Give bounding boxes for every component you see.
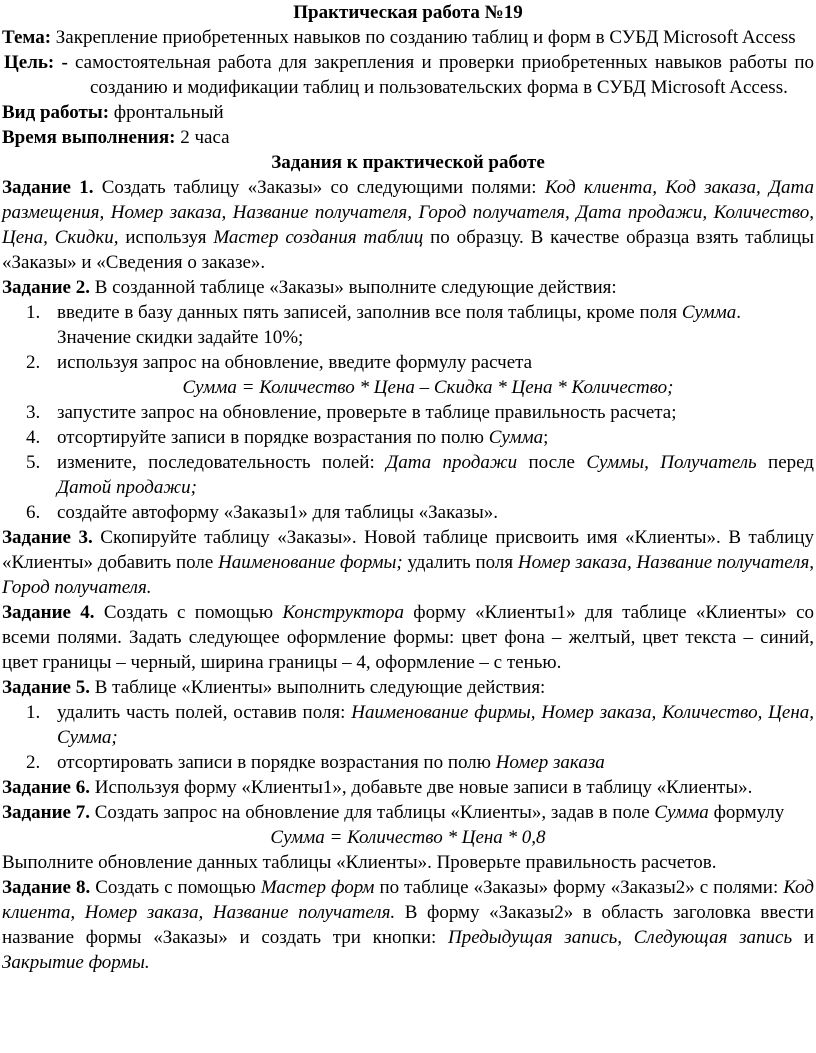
task-8-italic-3: Предыдущая запись, Следующая запись: [448, 927, 793, 948]
tasks-heading: Задания к практической работе: [271, 152, 545, 173]
task-6-text: Используя форму «Клиенты1», добавьте две новые записи в таблицу «Клиенты».: [94, 777, 753, 798]
task-4-text: Создать с помощью: [103, 602, 274, 623]
task-1-label: Задание 1.: [2, 177, 94, 198]
list-item-number: 5.: [26, 452, 41, 473]
list-item: [0, 400, 816, 425]
list-item-number: 4.: [26, 427, 41, 448]
time-line: [0, 125, 816, 150]
list-item: [0, 500, 816, 525]
task-6-label: Задание 6.: [2, 777, 90, 798]
list-item: [0, 700, 816, 750]
task-2-label: Задание 2.: [2, 277, 90, 298]
list-item-italic: Наименование фирмы, Номер заказа, Количество, Цена, Сумма;: [57, 702, 814, 748]
task-8-text-2: по таблице «Заказы» форму «Заказы2» с полями:: [379, 877, 779, 898]
task-1-text-2: используя: [125, 227, 207, 248]
work-type-label: Вид работы:: [2, 102, 110, 123]
list-item-text-2: ;: [543, 427, 549, 448]
list-item-text: отсортируйте записи в порядке возрастания по полю: [57, 427, 489, 448]
task-7-text-2: формулу: [713, 802, 785, 823]
list-item-italic: Сумма: [681, 302, 737, 323]
task-8-text-4: и: [803, 927, 814, 948]
task-2-formula: Сумма = Количество * Цена – Скидка * Цена * Количество;: [182, 377, 674, 398]
topic-text: Закрепление приобретенных навыков по созданию таблиц и форм в СУБД Microsoft Access: [55, 27, 796, 48]
task-2-list: [0, 300, 816, 525]
time-value: 2 часа: [180, 127, 230, 148]
list-item: [0, 350, 816, 375]
list-item-text-3: перед: [756, 452, 814, 473]
task-3-paragraph: [0, 525, 816, 600]
task-1-fields: Код клиента, Код заказа, Дата размещения, Номер заказа, Название получателя, Город получателя, Дата продажи, Количество, Цена, Скидки,: [2, 177, 815, 248]
list-item-number: 2.: [26, 352, 41, 373]
task-8-text: Создать с помощью: [95, 877, 256, 898]
page-title: Практическая работа №19: [293, 2, 523, 23]
list-item: [0, 750, 816, 775]
goal-label: Цель: -: [4, 52, 68, 73]
task-5-intro-line: [0, 675, 816, 700]
task-7-text-3: Выполните обновление данных таблицы «Клиенты». Проверьте правильность расчетов.: [2, 852, 717, 873]
task-4-text-2: форму «Клиенты1» для таблице «Клиенты» со всеми полями. Задать следующее оформление формы: цвет фона – желтый, цвет текста – синий, цвет границы – черный, ширина границы – 4, оформление – с тенью.: [2, 602, 815, 673]
list-item: [0, 300, 816, 350]
task-2-intro-line: [0, 275, 816, 300]
task-8-italic-4: Закрытие формы.: [2, 952, 150, 973]
task-5-intro: В таблице «Клиенты» выполнить следующие действия:: [94, 677, 546, 698]
task-3-text-2: удалить поля: [407, 552, 514, 573]
topic-paragraph: [0, 25, 816, 50]
task-4-paragraph: [0, 600, 816, 675]
list-item-number: 2.: [26, 752, 41, 773]
task-3-label: Задание 3.: [2, 527, 93, 548]
list-item-text: используя запрос на обновление, введите формулу расчета: [57, 352, 533, 373]
goal-text: самостоятельная работа для закрепления и проверки приобретенных навыков работы по созданию и модификации таблиц и пользовательских форма в СУБД Microsoft Access.: [75, 52, 815, 98]
list-item-italic-2: Суммы, Получатель: [586, 452, 757, 473]
time-label: Время выполнения:: [2, 127, 176, 148]
task-3-italic-2: Номер заказа, Название получателя, Город получателя.: [2, 552, 815, 598]
task-1-text-3: по образцу. В качестве образца взять таблицы «Заказы» и «Сведения о заказе».: [2, 227, 815, 273]
task-3-italic: Наименование формы;: [218, 552, 403, 573]
list-item-text: создайте автоформу «Заказы1» для таблицы «Заказы».: [57, 502, 498, 523]
list-item-number: 1.: [26, 702, 41, 723]
task-3-text: Скопируйте таблицу «Заказы». Новой таблице присвоить имя «Клиенты». В таблицу «Клиенты» добавить поле: [2, 527, 814, 573]
list-item-italic: Номер заказа: [495, 752, 605, 773]
list-item-text: удалить часть полей, оставив поля:: [57, 702, 352, 723]
list-item-text: измените, последовательность полей:: [57, 452, 387, 473]
task-6-paragraph: [0, 775, 816, 800]
topic-label: Тема:: [2, 27, 52, 48]
task-8-text-3: В форму «Заказы2» в область заголовка ввести название формы «Заказы» и создать три кнопки:: [2, 902, 814, 948]
task-7-italic: Сумма: [654, 802, 709, 823]
task-5-label: Задание 5.: [2, 677, 90, 698]
task-8-italic-2: Код клиента, Номер заказа, Название получателя.: [2, 877, 815, 923]
task-1-paragraph: [0, 175, 816, 275]
list-item-text: запустите запрос на обновление, проверьте в таблице правильность расчета;: [57, 402, 677, 423]
list-item-italic-3: Датой продажи;: [57, 477, 197, 498]
list-item-text: введите в базу данных пять записей, заполнив все поля таблицы, кроме поля: [57, 302, 682, 323]
task-7-paragraph: [0, 800, 816, 825]
list-item: [0, 425, 816, 450]
task-7-label: Задание 7.: [2, 802, 90, 823]
list-item-text-2: после: [517, 452, 587, 473]
list-item-text: отсортировать записи в порядке возрастания по полю: [57, 752, 496, 773]
task-4-label: Задание 4.: [2, 602, 95, 623]
task-8-paragraph: [0, 875, 816, 975]
task-1-text: Создать таблицу «Заказы» со следующими полями:: [101, 177, 537, 198]
work-type-line: [0, 100, 816, 125]
list-item-text-2: . Значение скидки задайте 10%;: [57, 302, 741, 348]
list-item-number: 3.: [26, 402, 41, 423]
work-type-value: фронтальный: [113, 102, 224, 123]
task-5-list: [0, 700, 816, 775]
list-item-italic: Дата продажи: [386, 452, 518, 473]
task-7-formula: Сумма = Количество * Цена * 0,8: [270, 827, 546, 848]
list-item-number: 6.: [26, 502, 41, 523]
task-2-intro: В созданной таблице «Заказы» выполните следующие действия:: [94, 277, 617, 298]
list-item-italic: Сумма: [488, 427, 544, 448]
task-8-label: Задание 8.: [2, 877, 91, 898]
list-item: [0, 450, 816, 500]
task-4-italic: Конструктора: [282, 602, 404, 623]
list-item-number: 1.: [26, 302, 41, 323]
task-1-wizard: Мастер создания таблиц: [213, 227, 424, 248]
task-8-italic: Мастер форм: [260, 877, 375, 898]
task-7-text: Создать запрос на обновление для таблицы «Клиенты», задав в поле: [94, 802, 650, 823]
goal-paragraph: [0, 50, 816, 100]
